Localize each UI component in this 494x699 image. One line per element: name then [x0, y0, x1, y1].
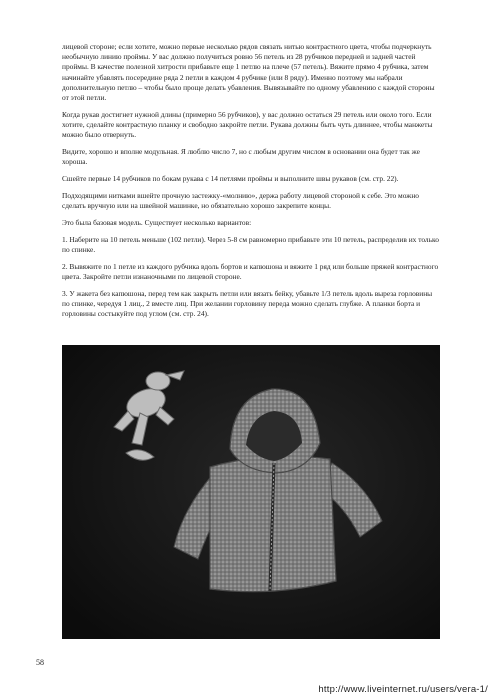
variant-3: 3. У жакета без капюшона, перед тем как закрыть петли или вязать бейку, убавьте 1/3 петель вдоль выреза горловины по спинке, чередуя 1 лиц., 2 вместе лиц. При желании горловину переда можно сделать глубже. А планки борта и горловины состыкуйте под углом (см. стр. 24).	[62, 288, 433, 319]
paragraph-3: Видите, хорошо и вполне модульная. Я люблю число 7, но с любым другим числом в основании она будет так же хороша.	[62, 147, 420, 167]
paragraph-2: Когда рукав достигнет нужной длины (примерно 56 рубчиков), у вас должно остаться 29 петель или около того. Если хотите, сделайте контрастную планку и свободно закройте петли. Рукава должны быть чуть длиннее, чтобы манжеты можно было отвернуть.	[62, 109, 433, 140]
paragraph-6: Это была базовая модель. Существует несколько вариантов:	[62, 217, 252, 227]
jacket-photo	[62, 345, 440, 639]
paragraph-1: лицевой стороне; если хотите, можно первые несколько рядов связать нитью контрастного цвета, чтобы подчеркнуть необычную линию проймы. У вас должно получиться ровно 56 петель из 28 рубчиков передней и задней частей проймы. В качестве полезной хитрости прибавьте еще 1 петлю на плече (57 петель). Вяжите прямо 4 рубчика, затем начинайте убавлять посередине ряда 2 петли в каждом 4 рубчике (или 8 ряду). Именно поэтому мы набрали дополнительную петлю – чтобы было проще делать убавления. Вывязывайте по одному убавлению с каждой стороны от этой петли.	[62, 42, 435, 103]
paragraph-5: Подходящими нитками вшейте прочную застежку-«молнию», держа работу лицевой стороной к себе. Это можно сделать вручную или на швейной машинке, но обязательно хорошо закрепите концы.	[62, 190, 419, 211]
hooded-jacket-illustration	[62, 345, 440, 639]
watermark-url: http://www.liveinternet.ru/users/vera-1/	[318, 684, 488, 695]
variant-1: 1. Наберите на 10 петель меньше (102 петли). Через 5-8 см равномерно прибавьте эти 10 петель, распределив их только по спинке.	[62, 234, 439, 254]
paragraph-4: Сшейте первые 14 рубчиков по бокам рукава с 14 петлями проймы и выполните швы рукавов (см. стр. 22).	[62, 174, 399, 184]
variant-2: 2. Вывяжите по 1 петле из каждого рубчика вдоль бортов и капюшона и вяжите 1 ряд или больше пряжей контрастного цвета. Закройте петли изнаночными по лицевой стороне.	[62, 261, 439, 281]
page-number: 58	[36, 658, 44, 667]
body-text	[62, 42, 440, 326]
